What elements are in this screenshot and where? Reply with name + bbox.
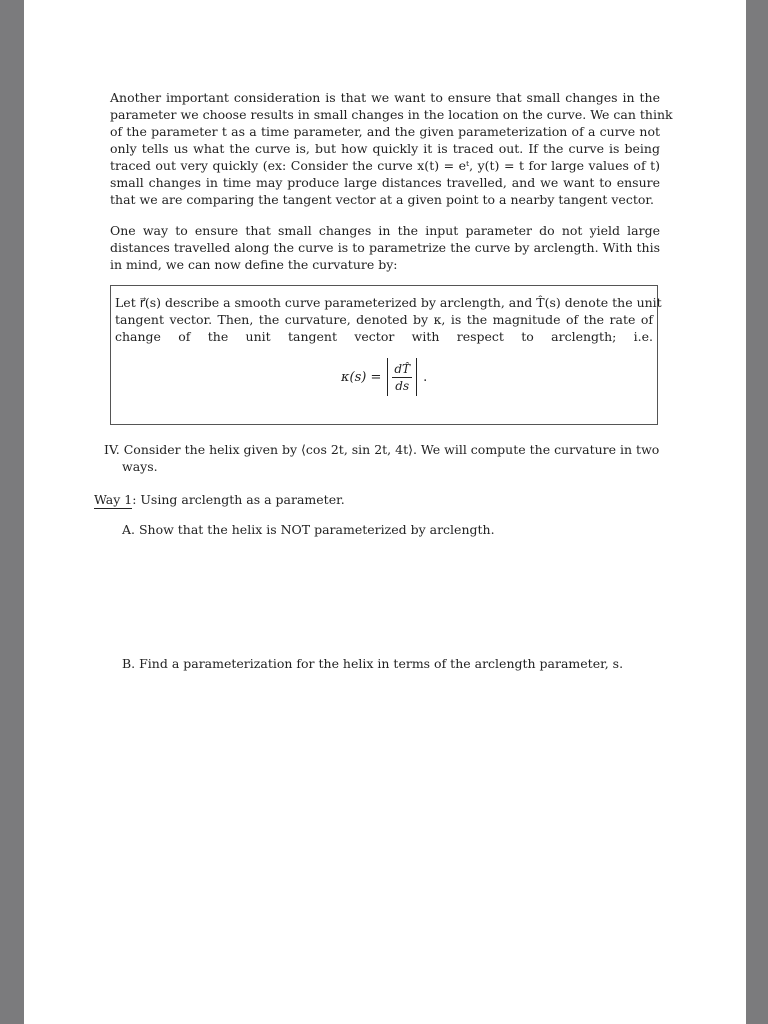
part-b: B. Find a parameterization for the helix in terms of the arclength parameter, s.: [122, 656, 624, 671]
document-page: [24, 0, 746, 1024]
text-line: in mind, we can now define the curvature by:: [110, 257, 398, 272]
text-line: parameter we choose results in small changes in the location on the curve. We can think: [110, 107, 673, 122]
text-line: distances travelled along the curve is to parametrize the curve by arclength. With this: [110, 240, 660, 255]
definition-line: Let r⃗(s) describe a smooth curve parameterized by arclength, and T̂(s) denote the unit: [115, 295, 662, 310]
formula-denominator: ds: [395, 378, 410, 393]
formula-period: .: [423, 369, 428, 385]
problem-iv-line1: IV. Consider the helix given by ⟨cos 2t, sin 2t, 4t⟩. We will compute the curvature in two: [104, 442, 660, 457]
curvature-definition-box: [110, 285, 662, 425]
way1-label: Way 1: [94, 492, 133, 507]
way1-text: : Using arclength as a parameter.: [132, 492, 345, 507]
text-line: One way to ensure that small changes in the input parameter do not yield large: [110, 223, 660, 238]
text-line: Another important consideration is that we want to ensure that small changes in the: [110, 90, 660, 105]
problem-iv-line2: ways.: [122, 459, 158, 474]
definition-line: change of the unit tangent vector with respect to arclength; i.e.: [115, 329, 653, 344]
formula-lhs: κ(s) =: [341, 369, 382, 385]
formula-numerator: dT̂: [394, 361, 411, 376]
text-line: that we are comparing the tangent vector at a given point to a nearby tangent vector.: [110, 192, 654, 207]
way1-heading: [94, 491, 345, 508]
text-line: of the parameter t as a time parameter, and the given parameterization of a curve not: [110, 124, 660, 139]
text-line: only tells us what the curve is, but how quickly it is traced out. If the curve is being: [110, 141, 660, 156]
curvature-formula: [341, 358, 427, 396]
definition-line: tangent vector. Then, the curvature, denoted by κ, is the magnitude of the rate of: [115, 312, 653, 327]
paragraph-arclength: [110, 222, 660, 273]
paragraph-consideration: [110, 89, 673, 208]
text-line: small changes in time may produce large distances travelled, and we want to ensure: [110, 175, 660, 190]
text-line: traced out very quickly (ex: Consider the curve x(t) = eᵗ, y(t) = t for large values of t): [110, 158, 660, 173]
formula-fraction: [392, 361, 412, 394]
formula-abs-value: [387, 358, 417, 396]
part-a: A. Show that the helix is NOT parameterized by arclength.: [122, 522, 495, 537]
